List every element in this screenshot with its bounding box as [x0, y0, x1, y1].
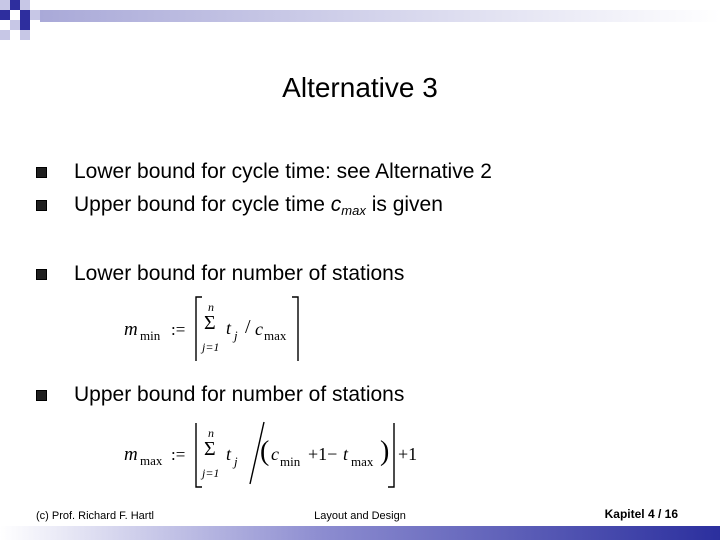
- bullet-text: Lower bound for cycle time: see Alternative 2: [74, 160, 492, 183]
- formula-symbol: t: [226, 318, 232, 338]
- formula-symbol: c: [255, 319, 263, 339]
- footer-page-number: Kapitel 4 / 16: [604, 507, 678, 521]
- formula-subscript: max: [264, 328, 287, 343]
- bullet-text: Lower bound for number of stations: [74, 262, 405, 285]
- formula-subscript: j: [234, 328, 238, 343]
- formula-paren: ): [380, 436, 390, 467]
- square-bullet-icon: [36, 200, 47, 211]
- right-floor-bracket-icon: [386, 422, 396, 488]
- formula-m-min: [120, 292, 320, 364]
- formula-operator: +1: [398, 444, 418, 464]
- bullet-stations-lower: [36, 259, 404, 289]
- formula-subscript: max: [140, 453, 163, 468]
- bullet-text: Upper bound for cycle time $c_{max}$ is given: [74, 192, 443, 218]
- formula-subscript: max: [351, 454, 374, 469]
- right-ceil-bracket-icon: [290, 296, 300, 362]
- formula-m-max: [120, 418, 440, 490]
- slide-title: Alternative 3: [282, 72, 438, 103]
- bottom-decoration-bar: [0, 526, 720, 540]
- sum-lower: j=1: [202, 340, 220, 354]
- formula-assign: :=: [171, 320, 186, 339]
- formula-subscript: j: [234, 454, 238, 469]
- sum-upper: n: [208, 426, 214, 440]
- footer-author: (c) Prof. Richard F. Hartl: [36, 510, 154, 522]
- formula-symbol: m: [124, 444, 138, 465]
- formula-paren: (: [260, 436, 270, 467]
- formula-operator: +1−: [308, 444, 338, 464]
- bullet-cycle-time-upper: [36, 190, 443, 220]
- footer-course: Layout and Design: [314, 510, 406, 522]
- bullet-cycle-time-lower: [36, 157, 492, 187]
- top-decoration: [0, 0, 720, 48]
- formula-subscript: min: [280, 454, 301, 469]
- square-bullet-icon: [36, 390, 47, 401]
- formula-slash: /: [245, 316, 251, 338]
- bullet-text: Upper bound for number of stations: [74, 383, 405, 406]
- formula-symbol: c: [271, 444, 279, 464]
- square-bullet-icon: [36, 167, 47, 178]
- sigma-symbol: Σ: [204, 438, 216, 460]
- formula-symbol: m: [124, 319, 138, 340]
- formula-assign: :=: [171, 445, 186, 464]
- formula-subscript: min: [140, 328, 161, 343]
- sigma-symbol: Σ: [204, 312, 216, 334]
- square-bullet-icon: [36, 269, 47, 280]
- sum-upper: n: [208, 300, 214, 314]
- formula-symbol: t: [226, 444, 232, 464]
- sum-lower: j=1: [202, 466, 220, 480]
- bullet-stations-upper: [36, 380, 404, 410]
- formula-symbol: t: [343, 444, 349, 464]
